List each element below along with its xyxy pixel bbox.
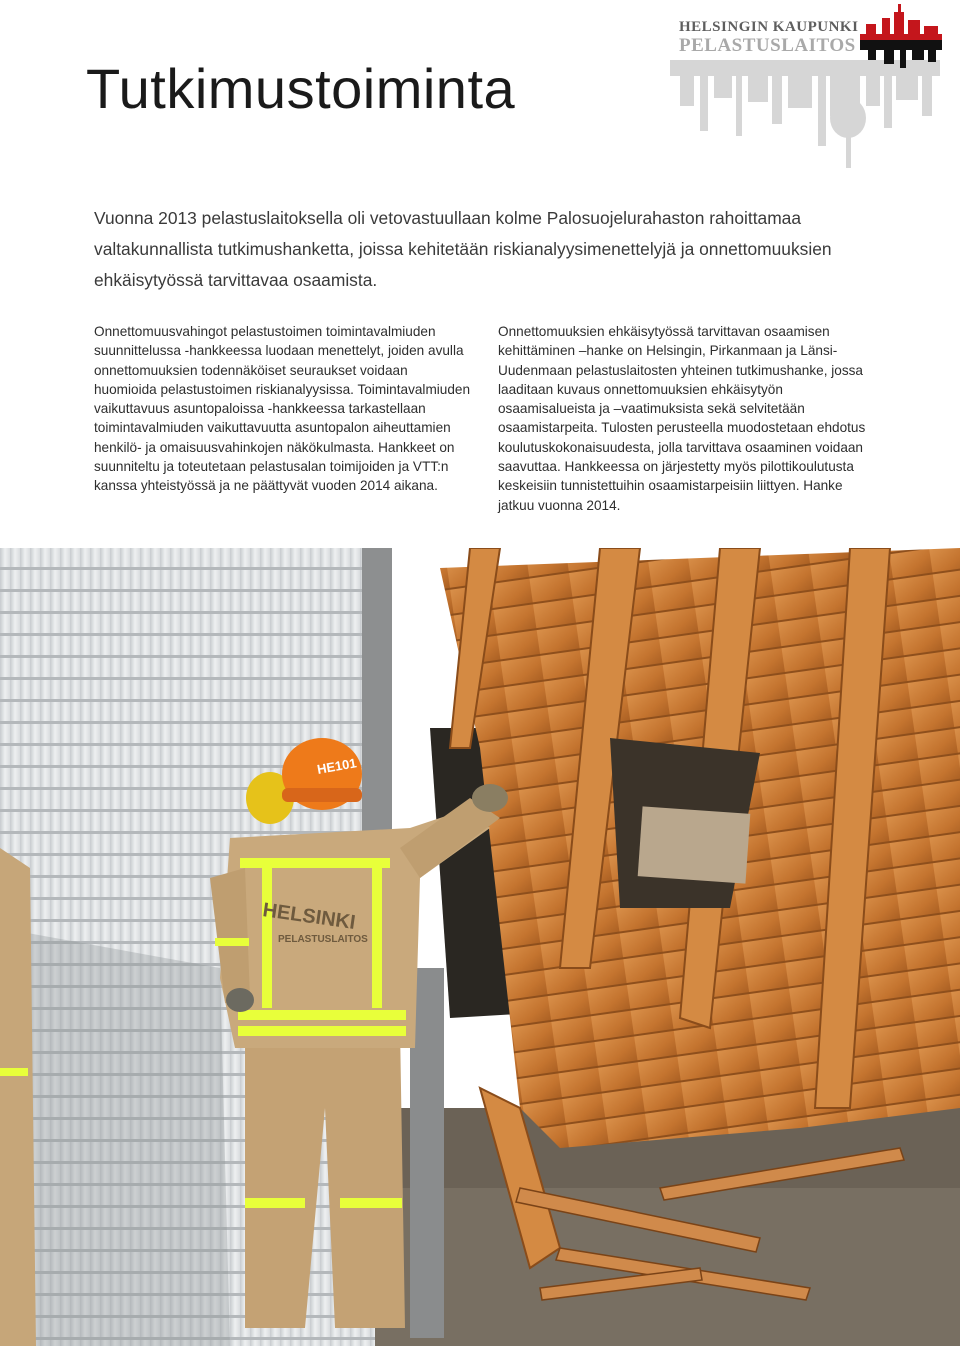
logo-text	[679, 20, 858, 55]
firefighter-photo	[0, 548, 960, 1346]
logo-city-name: HELSINGIN KAUPUNKI	[679, 19, 859, 35]
logo-department-name: PELASTUSLAITOS	[679, 35, 856, 56]
jacket-sublabel: PELASTUSLAITOS	[278, 934, 368, 945]
glove-icon	[472, 784, 508, 812]
plywood-patch	[638, 806, 751, 883]
body-column-left: Onnettomuusvahingot pelastustoimen toimintavalmiuden suunnittelussa -hankkeessa luodaan menettelyt, joiden avulla onnettomuuksien todennäköiset seuraukset voidaan huomioida pelastustoimen riskianalyysissa. Toimintavalmiuden vaikuttavuus asuntopaloissa -hankkeessa tarkastellaan toimintavalmiuden vaikuttavuutta asuntopalon aiheuttamien henkilö- ja omaisuusvahinkojen näkökulmasta. Hankkeet on suunniteltu ja toteutetaan pelastusalan toimijoiden ja VTT:n kanssa yhteistyössä ja ne päättyvät vuoden 2014 aikana.	[94, 324, 471, 494]
bystander-left-edge	[0, 848, 36, 1346]
body-column-right: Onnettomuuksien ehkäisytyössä tarvittavan osaamisen kehittäminen –hanke on Helsingin, Pirkanmaan ja Länsi-Uudenmaan pelastuslaitosten yhteinen tutkimushanke, jossa laaditaan kuvaus onnettomuuksien ehkäisytyön osaamisalueista ja –vaatimuksista sekä selvitetään osaamistarpeita. Tulosten perusteella muodostetaan ehdotus koulutuskokonaisuudesta, jolla tarvittava osaaminen voidaan saavuttaa. Hankkeessa on järjestetty myös pilottikoulutusta keskeisiin tunnistettuihin osaamistarpeisiin liittyen. Hanke jatkuu vuonna 2014.	[498, 324, 866, 513]
page-title: Tutkimustoiminta	[86, 57, 516, 120]
lead-paragraph: Vuonna 2013 pelastuslaitoksella oli vetovastuullaan kolme Palosuojelurahaston rahoittamaa valtakunnallista tutkimushanketta, joissa kehitetään riskianalyysimenettelyjä ja onnettomuuksien ehkäisytyössä tarvittavaa osaamista.	[94, 208, 832, 290]
jacket-label: HELSINKI	[261, 899, 357, 934]
skyline-red-icon	[860, 4, 942, 40]
skyline-reflection-icon	[670, 60, 940, 168]
helmet-label: HE101	[315, 755, 358, 777]
